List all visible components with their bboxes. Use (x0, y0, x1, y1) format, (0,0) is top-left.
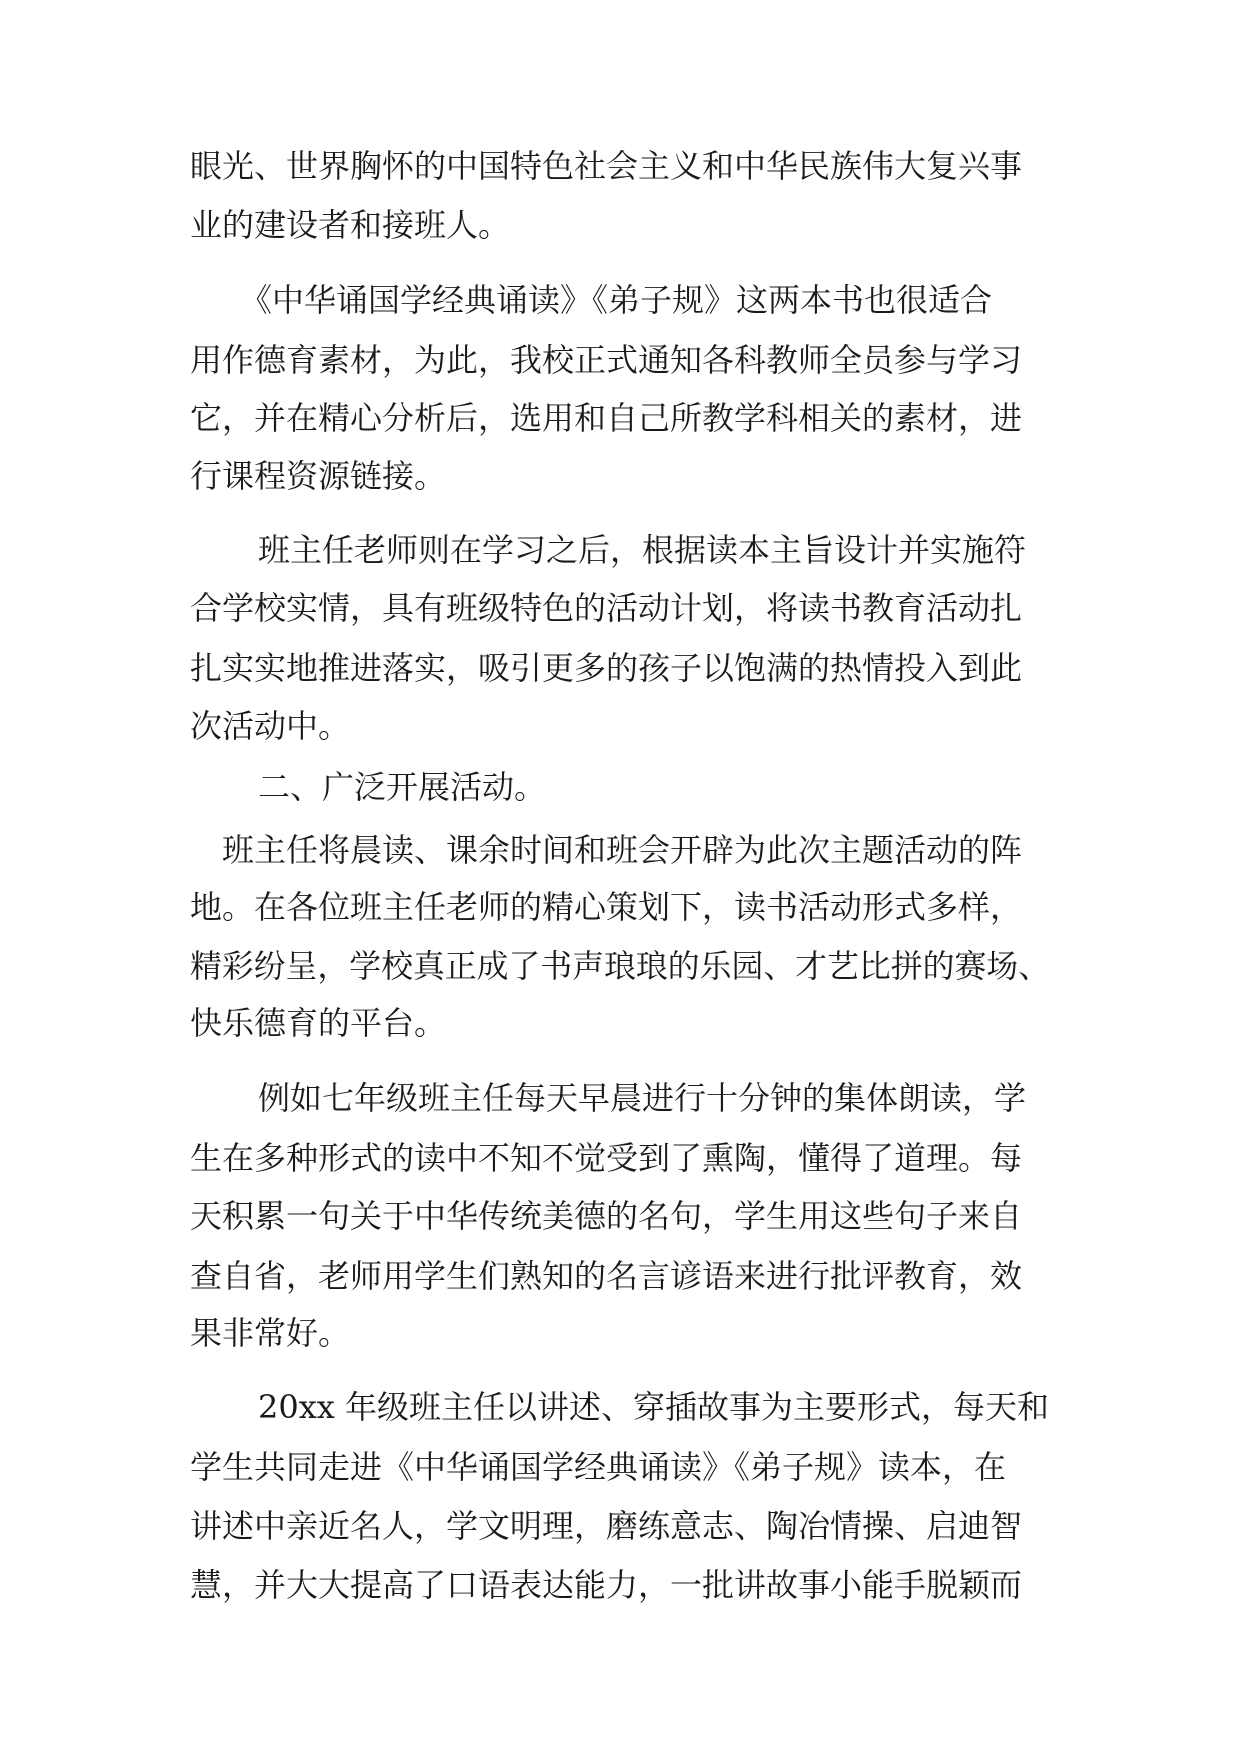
text-line (0, 1068, 1241, 1128)
text-line (0, 1555, 1241, 1615)
text-line (0, 1437, 1241, 1497)
line-text: 20xx 年级班主任以讲述、穿插故事为主要形式，每天和 (258, 1388, 1049, 1426)
line-text: 查自省，老师用学生们熟知的名言谚语来进行批评教育，效 (190, 1257, 1023, 1295)
line-text: 学生共同走进《中华诵国学经典诵读》《弟子规》读本，在 (190, 1448, 1007, 1486)
text-line (0, 1246, 1241, 1306)
line-text: 地。在各位班主任老师的精心策划下，读书活动形式多样， (190, 888, 1023, 926)
text-line (0, 877, 1241, 937)
text-line (0, 638, 1241, 698)
text-line (0, 270, 1241, 330)
text-line (0, 446, 1241, 506)
line-text: 天积累一句关于中华传统美德的名句，学生用这些句子来自 (190, 1197, 1023, 1235)
line-text: 扎实实地推进落实，吸引更多的孩子以饱满的热情投入到此 (190, 649, 1023, 687)
text-line (0, 936, 1241, 996)
line-text: 它，并在精心分析后，选用和自己所教学科相关的素材，进 (190, 399, 1023, 437)
line-text: 班主任老师则在学习之后，根据读本主旨设计并实施符 (258, 531, 1027, 569)
line-text: 《中华诵国学经典诵读》《弟子规》这两本书也很适合 (240, 281, 993, 319)
line-text: 合学校实情，具有班级特色的活动计划，将读书教育活动扎 (190, 589, 1023, 627)
line-text: 慧，并大大提高了口语表达能力，一批讲故事小能手脱颖而 (190, 1566, 1023, 1604)
line-text: 业的建设者和接班人。 (190, 206, 511, 244)
text-line (0, 520, 1241, 580)
text-line (0, 1303, 1241, 1363)
text-line (0, 1128, 1241, 1188)
line-text: 班主任将晨读、课余时间和班会开辟为此次主题活动的阵 (222, 831, 1023, 869)
line-text: 果非常好。 (190, 1314, 351, 1352)
text-line (0, 757, 1241, 817)
text-line (0, 1186, 1241, 1246)
text-line (0, 993, 1241, 1053)
text-line (0, 136, 1241, 196)
line-text: 二、广泛开展活动。 (258, 768, 547, 806)
text-line (0, 820, 1241, 880)
line-text: 例如七年级班主任每天早晨进行十分钟的集体朗读，学 (258, 1079, 1027, 1117)
text-line (0, 1496, 1241, 1556)
text-line (0, 195, 1241, 255)
line-text: 讲述中亲近名人，学文明理，磨练意志、陶冶情操、启迪智 (190, 1507, 1023, 1545)
line-text: 用作德育素材，为此，我校正式通知各科教师全员参与学习 (190, 341, 1023, 379)
line-text: 行课程资源链接。 (190, 457, 447, 495)
text-line (0, 696, 1241, 756)
text-line (0, 388, 1241, 448)
text-line (0, 330, 1241, 390)
line-text: 次活动中。 (190, 707, 351, 745)
text-line (0, 1377, 1241, 1437)
line-text: 快乐德育的平台。 (190, 1004, 447, 1042)
text-line (0, 578, 1241, 638)
line-text: 生在多种形式的读中不知不觉受到了熏陶，懂得了道理。每 (190, 1139, 1023, 1177)
line-text: 精彩纷呈，学校真正成了书声琅琅的乐园、才艺比拼的赛场、 (190, 947, 1051, 985)
line-text: 眼光、世界胸怀的中国特色社会主义和中华民族伟大复兴事 (190, 147, 1023, 185)
